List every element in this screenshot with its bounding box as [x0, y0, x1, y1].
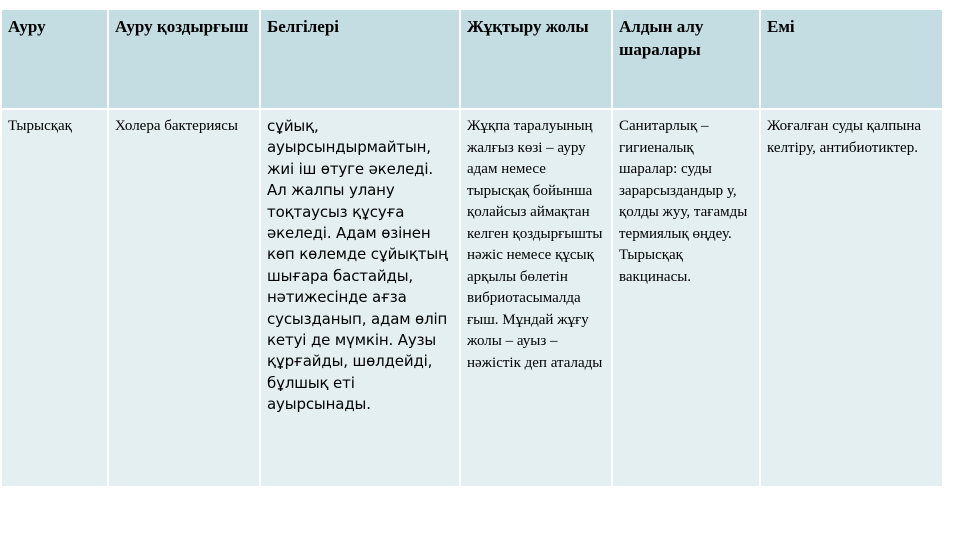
header-transmission: Жұқтыру жолы	[461, 10, 611, 110]
cell-pathogen: Холера бактериясы	[109, 110, 259, 486]
cell-treatment: Жоғалған суды қалпына келтіру, антибиотиктер.	[761, 110, 942, 486]
cell-prevention: Санитарлық – гигиеналық шаралар: суды зарарсыздандыр у, қолды жуу, тағамды термиялық өңдеу. Тырысқақ вакцинасы.	[613, 110, 759, 486]
cell-transmission: Жұқпа таралуының жалғыз көзі – ауру адам немесе тырысқақ бойынша қолайсыз аймақтан келген қоздырғышты нәжіс немесе құсық арқылы бөлетін вибриотасымалда ғыш. Мұндай жұғу жолы – ауыз – нәжістік деп аталады	[461, 110, 611, 486]
header-disease: Ауру	[2, 10, 107, 110]
cell-symptoms: сұйық, ауырсындырмайтын, жиі іш өтуге әкеледі. Ал жалпы улану тоқтаусыз құсуға әкеледі. Адам өзінен көп көлемде сұйықтың шығара бастайды, нәтижесінде ағза сусызданып, адам өліп кетуі де мүмкін. Аузы құрғайды, шөлдейді, бұлшық еті ауырсынады.	[261, 110, 459, 486]
cell-disease: Тырысқақ	[2, 110, 107, 486]
header-prevention: Алдын алу шаралары	[613, 10, 759, 110]
header-pathogen: Ауру қоздырғыш	[109, 10, 259, 110]
header-treatment: Емі	[761, 10, 942, 110]
header-symptoms: Белгілері	[261, 10, 459, 110]
header-row	[2, 10, 942, 110]
table-row	[2, 110, 942, 486]
disease-table	[0, 10, 944, 486]
